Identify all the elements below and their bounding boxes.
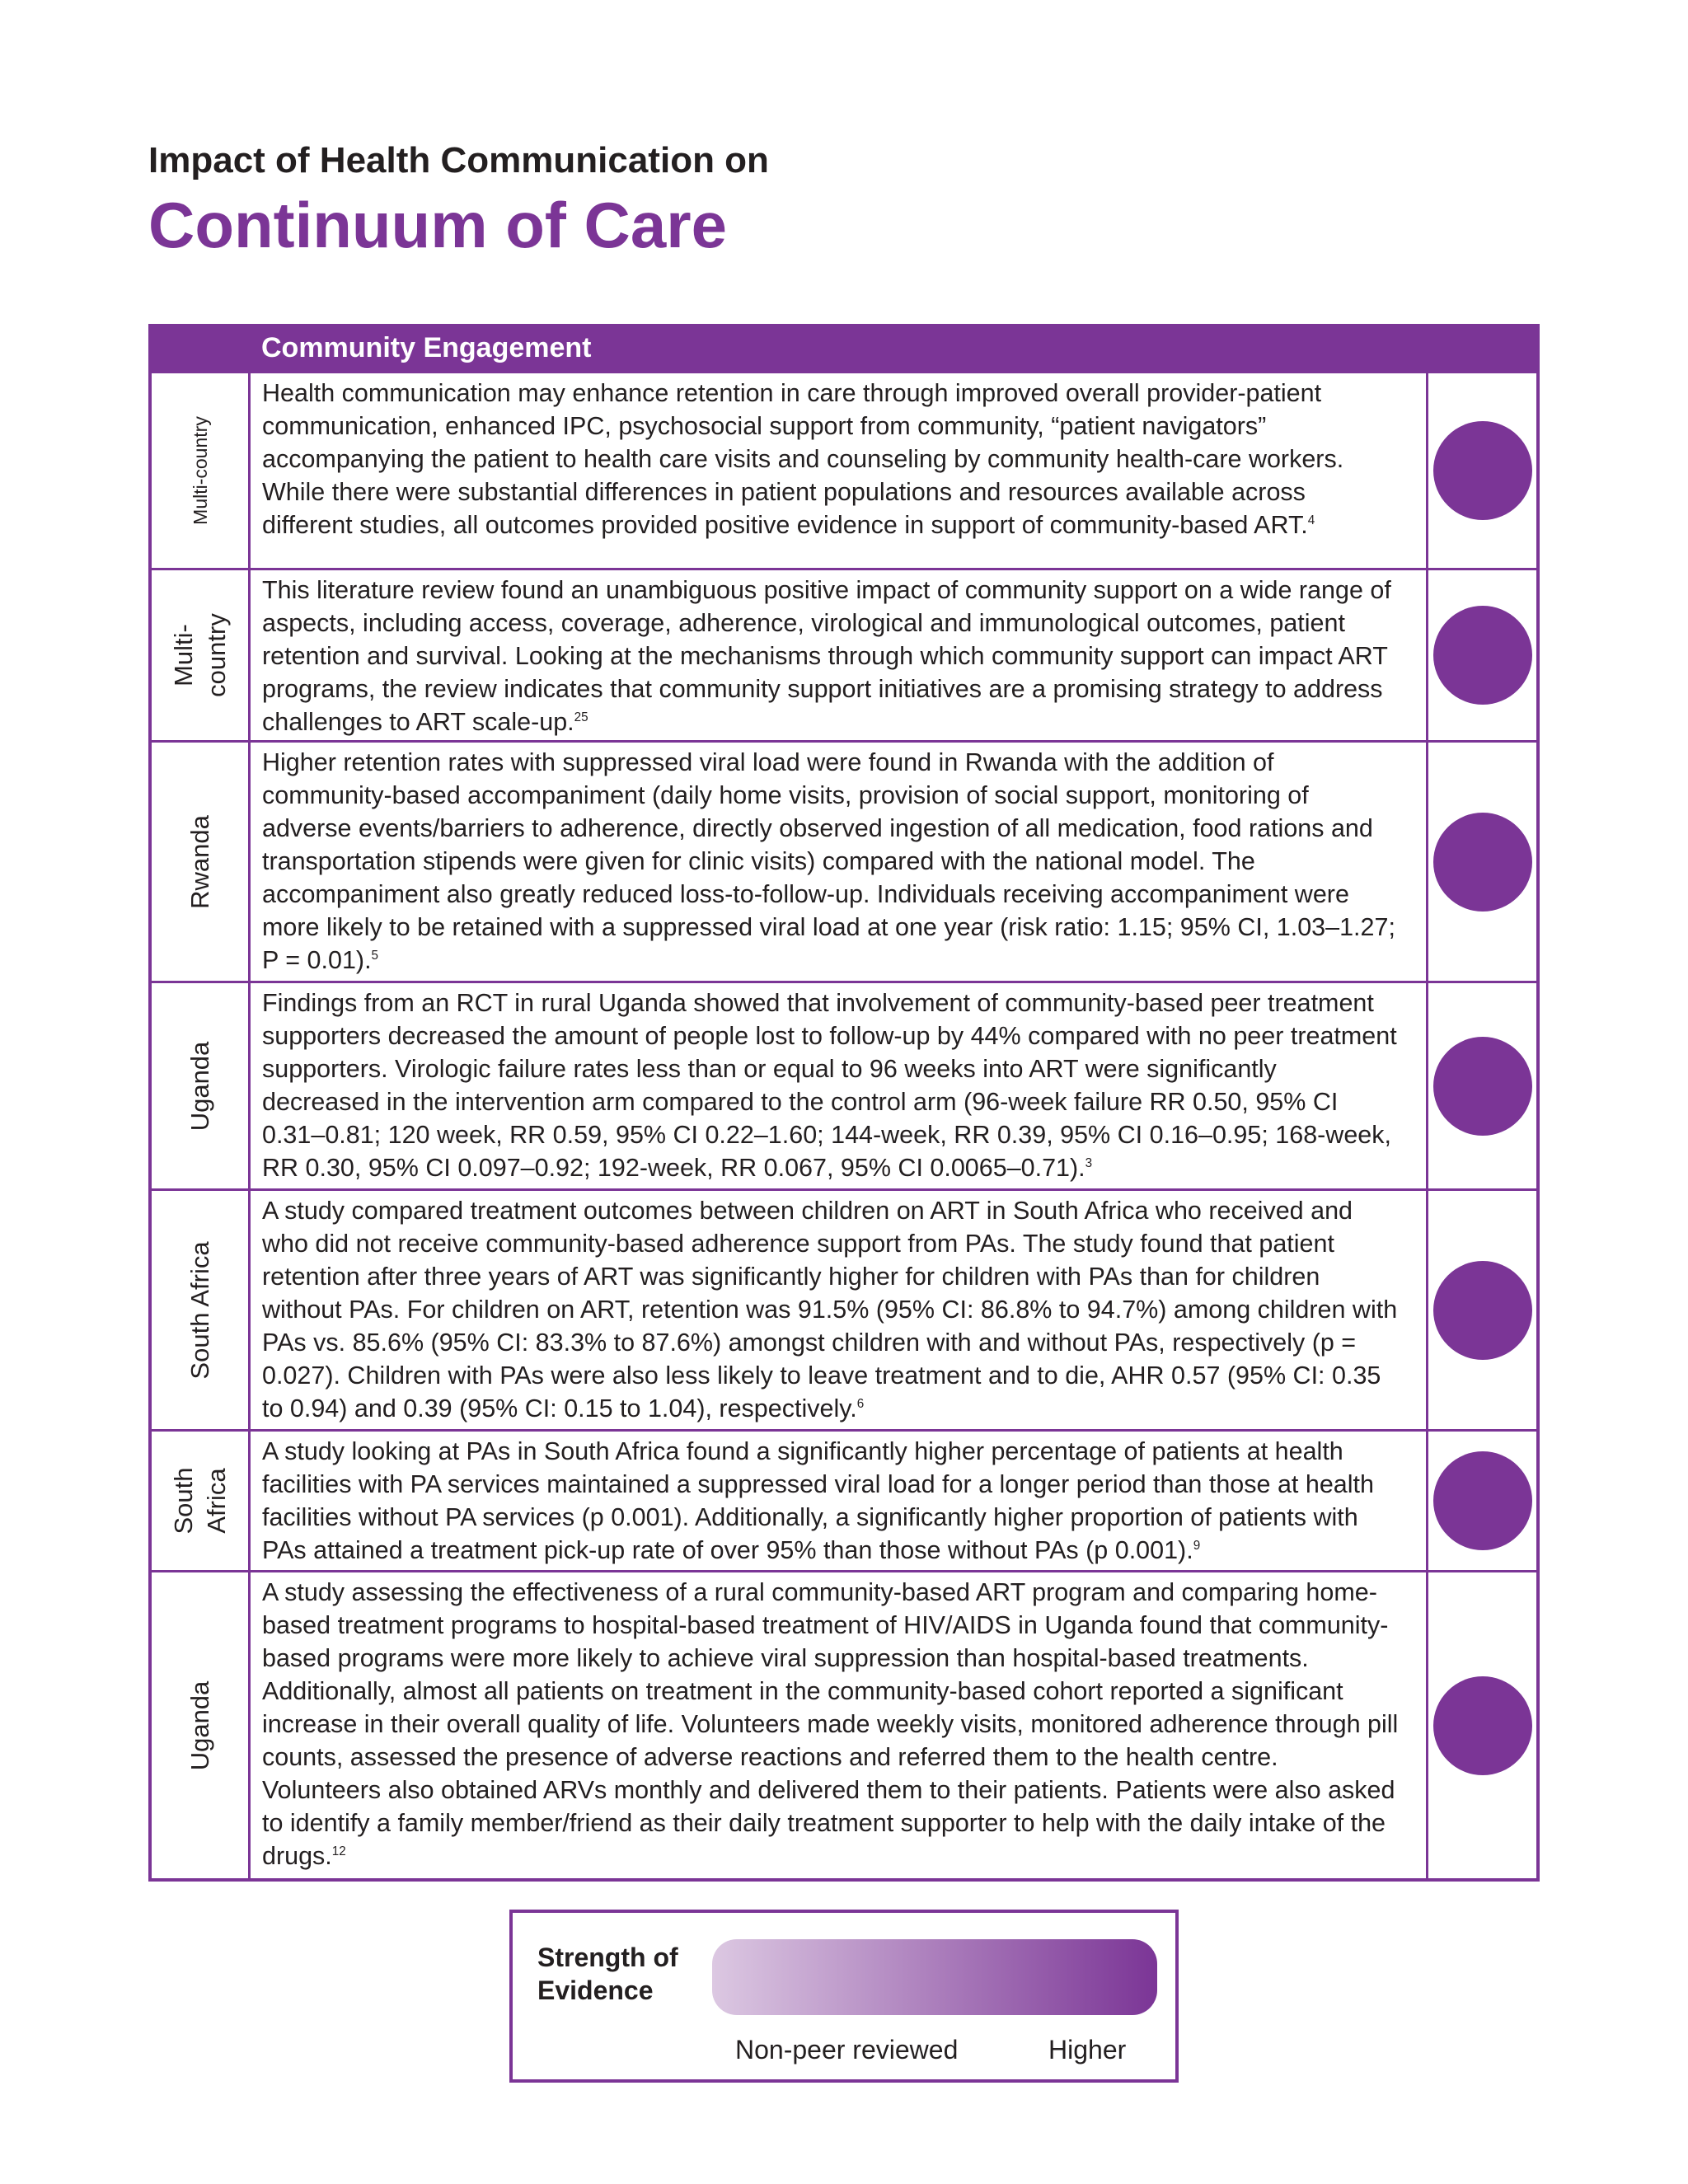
reference-number: 4 bbox=[1307, 513, 1315, 527]
country-label: Uganda bbox=[185, 1041, 214, 1131]
country-cell bbox=[152, 570, 251, 740]
table-row bbox=[152, 740, 1536, 981]
country-label: South Africa bbox=[168, 1467, 231, 1535]
table-row bbox=[152, 1188, 1536, 1429]
finding-body: A study compared treatment outcomes between children on ART in South Africa who received and who did not receive community-based adherence support from PAs. The study found that patient retention after three years of ART was significantly higher for children with PAs than for children without PAs. For children on ART, retention was 91.5% (95% CI: 86.8% to 94.7%) among children with PAs vs. 85.6% (95% CI: 83.3% to 87.6%) amongst children with and without PAs, respectively (p = 0.027). Children with PAs were also less likely to leave treatment and to die, AHR 0.57 (95% CI: 0.35 to 0.94) and 0.39 (95% CI: 0.15 to 1.04), respectively. bbox=[262, 1197, 1398, 1422]
rating-cell bbox=[1426, 1572, 1536, 1878]
table-row bbox=[152, 568, 1536, 740]
country-label: South Africa bbox=[185, 1240, 214, 1380]
country-label: Multi-country bbox=[189, 416, 211, 525]
reference-number: 12 bbox=[331, 1844, 346, 1858]
legend-low-label: Non-peer reviewed bbox=[735, 2035, 959, 2064]
finding-text bbox=[262, 1194, 1400, 1425]
reference-number: 5 bbox=[371, 948, 379, 963]
table-row bbox=[152, 1570, 1536, 1878]
finding-text bbox=[262, 987, 1400, 1184]
finding-body: Health communication may enhance retention in care through improved overall provider-patient communication, enhanced IPC, psychosocial support from community, “patient navigators” accompanying the patient to health care visits and counseling by community health-care workers. While there were substantial differences in patient populations and resources available across different studies, all outcomes provided positive evidence in support of community-based ART. bbox=[262, 379, 1344, 539]
page-title: Continuum of Care bbox=[148, 189, 727, 261]
evidence-dot bbox=[1433, 1261, 1532, 1360]
finding-text bbox=[262, 377, 1400, 541]
finding-text bbox=[262, 746, 1400, 977]
country-cell bbox=[152, 1432, 251, 1570]
rating-cell bbox=[1426, 373, 1536, 568]
reference-number: 25 bbox=[574, 710, 588, 724]
finding-body: A study looking at PAs in South Africa found a significantly higher percentage of patients at health facilities with PA services maintained a suppressed viral load for a longer period than those at health facilities without PA services (p 0.001). Additionally, a significantly higher proportion of patients with PAs attained a treatment pick-up rate of over 95% than those without PAs (p 0.001). bbox=[262, 1437, 1374, 1564]
finding-body: Higher retention rates with suppressed viral load were found in Rwanda with the addition of community-based accompaniment (daily home visits, provision of social support, monitoring of adverse events/barriers to adherence, directly observed ingestion of all medication, food rations and transportation stipends were given for clinic visits) compared with the national model. The accompaniment also greatly reduced loss-to-follow-up. Individuals receiving accompaniment were more likely to be retained with a suppressed viral load at one year (risk ratio: 1.15; 95% CI, 1.03–1.27; P = 0.01). bbox=[262, 748, 1395, 974]
legend-title: Strength of Evidence bbox=[537, 1943, 678, 2005]
finding-text bbox=[262, 574, 1400, 738]
evidence-table bbox=[148, 324, 1540, 1882]
table-row bbox=[152, 373, 1536, 568]
reference-number: 9 bbox=[1193, 1538, 1201, 1553]
country-cell bbox=[152, 743, 251, 981]
country-cell bbox=[152, 1191, 251, 1429]
rating-cell bbox=[1426, 1191, 1536, 1429]
rating-cell bbox=[1426, 1432, 1536, 1570]
rating-cell bbox=[1426, 570, 1536, 740]
country-label: Uganda bbox=[185, 1680, 214, 1770]
country-cell bbox=[152, 1572, 251, 1878]
finding-body: A study assessing the effectiveness of a rural community-based ART program and comparing home-based treatment programs to hospital-based treatment of HIV/AIDS in Uganda found that community-based programs were more likely to achieve viral suppression than hospital-based treatments. Additionally, almost all patients on treatment in the community-based cohort reported a significant increase in their overall quality of life. Volunteers made weekly visits, monitored adherence through pill counts, assessed the presence of adverse reactions and referred them to the health centre. Volunteers also obtained ARVs monthly and delivered them to their patients. Patients were also asked to identify a family member/friend as their daily treatment supporter to help with the daily intake of the drugs. bbox=[262, 1578, 1399, 1870]
evidence-dot bbox=[1433, 606, 1532, 705]
country-label: Multi- country bbox=[168, 613, 231, 697]
country-label: Rwanda bbox=[185, 814, 214, 909]
evidence-dot bbox=[1433, 1676, 1532, 1775]
evidence-dot bbox=[1433, 1451, 1532, 1550]
finding-body: This literature review found an unambiguous positive impact of community support on a wide range of aspects, including access, coverage, adherence, virological and immunological outcomes, patient retention and survival. Looking at the mechanisms through which community support can impact ART programs, the review indicates that community support initiatives are a promising strategy to address challenges to ART scale-up. bbox=[262, 576, 1391, 736]
finding-body: Findings from an RCT in rural Uganda showed that involvement of community-based peer treatment supporters decreased the amount of people lost to follow-up by 44% compared with no peer treatment supporters. Virologic failure rates less than or equal to 96 weeks into ART were significantly decreased in the intervention arm compared to the control arm (96-week failure RR 0.50, 95% CI 0.31–0.81; 120 week, RR 0.59, 95% CI 0.22–1.60; 144-week, RR 0.39, 95% CI 0.16–0.95; 168-week, RR 0.30, 95% CI 0.097–0.92; 192-week, RR 0.067, 95% CI 0.0065–0.71). bbox=[262, 989, 1397, 1182]
evidence-legend bbox=[509, 1910, 1179, 2083]
evidence-dot bbox=[1433, 813, 1532, 912]
country-cell bbox=[152, 373, 251, 568]
evidence-dot bbox=[1433, 1037, 1532, 1136]
evidence-dot bbox=[1433, 421, 1532, 520]
evidence-gradient-bar bbox=[712, 1939, 1157, 2015]
legend-high-label: Higher bbox=[1048, 2035, 1127, 2064]
table-row bbox=[152, 1429, 1536, 1570]
table-row bbox=[152, 981, 1536, 1188]
reference-number: 3 bbox=[1085, 1155, 1093, 1170]
finding-text bbox=[262, 1576, 1400, 1872]
finding-text bbox=[262, 1435, 1400, 1567]
rating-cell bbox=[1426, 983, 1536, 1188]
table-header-label: Community Engagement bbox=[261, 332, 592, 363]
country-cell bbox=[152, 983, 251, 1188]
table-header bbox=[152, 327, 1536, 373]
reference-number: 6 bbox=[856, 1396, 865, 1411]
page-subtitle: Impact of Health Communication on bbox=[148, 140, 769, 180]
rating-cell bbox=[1426, 743, 1536, 981]
